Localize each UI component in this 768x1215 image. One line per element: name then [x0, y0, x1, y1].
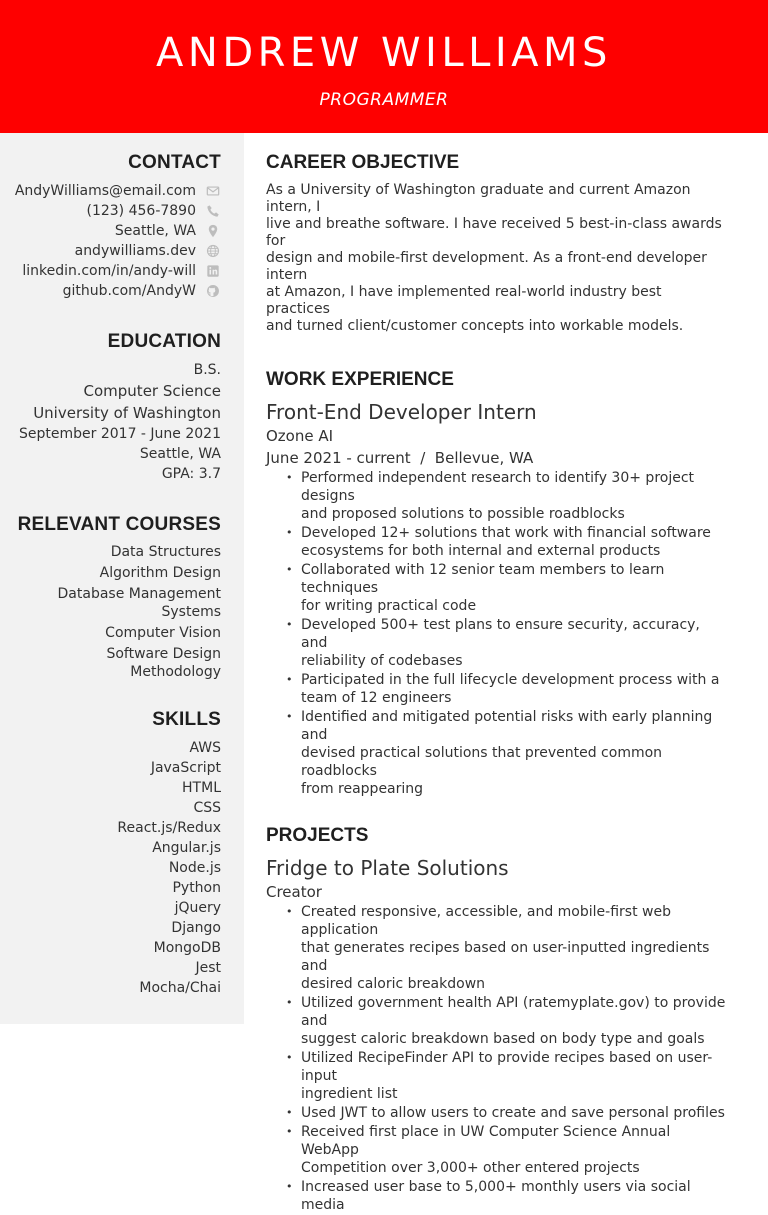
bullet-line: for writing practical code: [301, 598, 477, 614]
contact-item: [0, 281, 221, 301]
job-company: Ozone AI: [266, 427, 334, 445]
contact-item: [0, 201, 221, 221]
contact-text: (123) 456-7890: [86, 203, 196, 219]
course-line: Database Management: [57, 586, 221, 602]
education-gpa: GPA: 3.7: [161, 466, 221, 482]
contact-list: [0, 181, 221, 301]
map-pin-icon: [205, 223, 221, 239]
skill-item: React.js/Redux: [117, 820, 221, 836]
education-school: University of Washington: [33, 404, 221, 422]
course-line: Computer Vision: [105, 625, 221, 641]
objective-section: [266, 152, 726, 335]
contact-item: [0, 221, 221, 241]
skill-item: Django: [171, 920, 221, 936]
candidate-role: PROGRAMMER: [319, 90, 449, 110]
github-icon: [205, 283, 221, 299]
contact-item: [0, 261, 221, 281]
contact-section: [0, 152, 221, 301]
bullet-line: • Identified and mitigated potential risks with early planning and: [301, 709, 713, 743]
bullet-line: that generates recipes based on user-inputted ingredients and: [301, 940, 710, 974]
contact-text: linkedin.com/in/andy-will: [22, 263, 196, 279]
project-role: Creator: [266, 883, 322, 901]
objective-line: live and breathe software. I have received 5 best-in-class awards for: [266, 216, 722, 249]
bullet-item: [266, 1123, 726, 1177]
skills-section: [0, 709, 221, 998]
projects-title: PROJECTS: [266, 825, 369, 846]
bullet-item: [266, 561, 726, 615]
skills-title: SKILLS: [152, 709, 221, 730]
bullet-line: suggest caloric breakdown based on body type and goals: [301, 1031, 705, 1047]
experience-bullets: [266, 469, 726, 798]
course-list: [0, 543, 221, 681]
bullet-item: [266, 671, 726, 707]
bullet-line: • Used JWT to allow users to create and save personal profiles: [301, 1105, 725, 1121]
job-dates-location: June 2021 - current / Bellevue, WA: [266, 449, 534, 467]
bullet-item: [266, 708, 726, 798]
globe-icon: [205, 243, 221, 259]
course-item: [0, 645, 221, 681]
contact-text: github.com/AndyW: [62, 283, 196, 299]
bullet-line: reliability of codebases: [301, 653, 463, 669]
course-item: [0, 585, 221, 621]
sidebar-content: [0, 152, 221, 998]
education-dates: September 2017 - June 2021: [19, 426, 221, 442]
course-item: [0, 543, 221, 561]
bullet-line: from reappearing: [301, 781, 424, 797]
main-column: [266, 152, 726, 1215]
objective-line: design and mobile-first development. As a front-end developer intern: [266, 250, 707, 283]
course-item: [0, 564, 221, 582]
bullet-line: • Utilized government health API (ratemyplate.gov) to provide and: [301, 995, 726, 1029]
candidate-name: ANDREW WILLIAMS: [156, 30, 612, 76]
education-field: Computer Science: [83, 382, 221, 400]
bullet-line: • Increased user base to 5,000+ monthly users via social media: [301, 1179, 691, 1213]
bullet-line: • Received first place in UW Computer Science Annual WebApp: [301, 1124, 671, 1158]
bullet-line: ecosystems for both internal and external products: [301, 543, 661, 559]
linkedin-icon: [205, 263, 221, 279]
contact-text: AndyWilliams@email.com: [14, 183, 196, 199]
project-title: Fridge to Plate Solutions: [266, 856, 509, 880]
bullet-line: desired caloric breakdown: [301, 976, 486, 992]
objective-line: at Amazon, I have implemented real-world industry best practices: [266, 284, 662, 317]
skill-item: jQuery: [174, 900, 221, 916]
bullet-line: devised practical solutions that prevented common roadblocks: [301, 745, 663, 779]
bullet-item: [266, 1104, 726, 1122]
courses-section: [0, 514, 221, 681]
objective-title: CAREER OBJECTIVE: [266, 152, 460, 173]
bullet-line: • Collaborated with 12 senior team members to learn techniques: [301, 562, 665, 596]
skill-item: Jest: [195, 960, 221, 976]
skill-item: JavaScript: [150, 760, 221, 776]
resume-header: [0, 0, 768, 133]
contact-title: CONTACT: [128, 152, 221, 173]
objective-line: As a University of Washington graduate and current Amazon intern, I: [266, 182, 691, 215]
bullet-item: [266, 524, 726, 560]
bullet-line: • Developed 12+ solutions that work with financial software: [301, 525, 711, 541]
job-title: Front-End Developer Intern: [266, 400, 537, 424]
contact-text: andywilliams.dev: [74, 243, 196, 259]
bullet-item: [266, 903, 726, 993]
experience-section: [266, 369, 726, 798]
bullet-line: and proposed solutions to possible roadblocks: [301, 506, 625, 522]
envelope-icon: [205, 183, 221, 199]
skill-item: CSS: [193, 800, 221, 816]
education-title: EDUCATION: [107, 331, 221, 352]
course-line: Software Design: [106, 646, 221, 662]
projects-section: [266, 825, 726, 1214]
contact-text: Seattle, WA: [114, 223, 196, 239]
skill-item: HTML: [182, 780, 221, 796]
contact-item: [0, 181, 221, 201]
bullet-line: Competition over 3,000+ other entered projects: [301, 1160, 640, 1176]
skill-item: Mocha/Chai: [139, 980, 221, 996]
bullet-line: • Developed 500+ test plans to ensure security, accuracy, and: [301, 617, 700, 651]
skill-item: Angular.js: [152, 840, 221, 856]
objective-line: and turned client/customer concepts into workable models.: [266, 318, 684, 334]
contact-item: [0, 241, 221, 261]
bullet-item: [266, 616, 726, 670]
bullet-item: [266, 469, 726, 523]
course-line: Data Structures: [110, 544, 221, 560]
experience-title: WORK EXPERIENCE: [266, 369, 454, 390]
bullet-item: [266, 1178, 726, 1214]
skill-list: [0, 738, 221, 998]
courses-title: RELEVANT COURSES: [17, 514, 221, 535]
bullet-line: • Participated in the full lifecycle development process with a: [301, 672, 720, 688]
bullet-line: ingredient list: [301, 1086, 398, 1102]
education-section: [0, 331, 221, 484]
phone-icon: [205, 203, 221, 219]
education-degree: B.S.: [193, 362, 221, 378]
sidebar: [0, 133, 244, 1024]
skill-item: Node.js: [168, 860, 221, 876]
project-bullets: [266, 903, 726, 1214]
skill-item: MongoDB: [153, 940, 221, 956]
objective-text: [266, 182, 726, 335]
course-line: Systems: [161, 604, 221, 620]
bullet-line: • Performed independent research to identify 30+ project designs: [301, 470, 695, 504]
bullet-line: • Utilized RecipeFinder API to provide recipes based on user-input: [301, 1050, 713, 1084]
course-line: Methodology: [130, 664, 221, 680]
bullet-line: • Created responsive, accessible, and mobile-first web application: [301, 904, 671, 938]
education-location: Seattle, WA: [139, 446, 221, 462]
skill-item: AWS: [189, 740, 221, 756]
course-item: [0, 624, 221, 642]
bullet-item: [266, 994, 726, 1048]
course-line: Algorithm Design: [99, 565, 221, 581]
bullet-item: [266, 1049, 726, 1103]
skill-item: Python: [172, 880, 221, 896]
bullet-line: team of 12 engineers: [301, 690, 452, 706]
